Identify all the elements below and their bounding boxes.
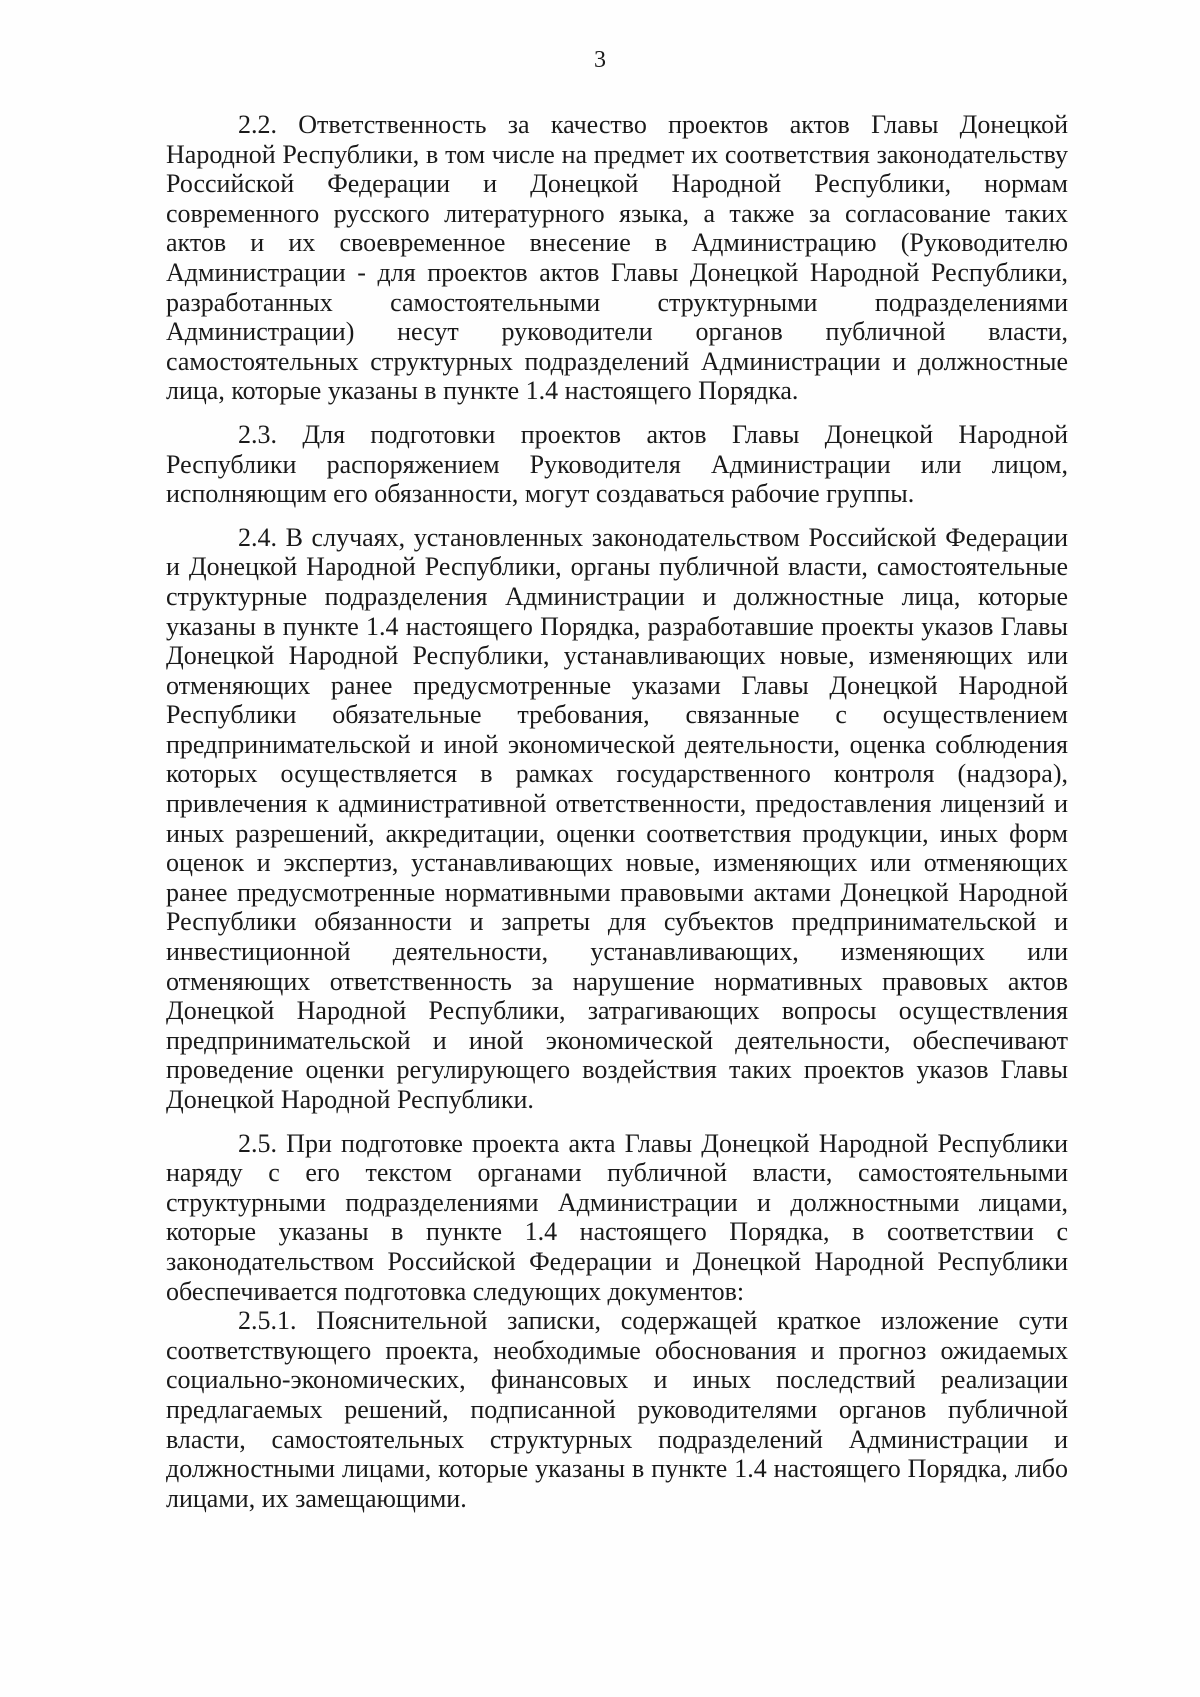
paragraph-2-4: 2.4. В случаях, установленных законодательством Российской Федерации и Донецкой Народной Республики, органы публичной власти, самостоятельные структурные подразделения Администрации и должностные лица, которые указаны в пункте 1.4 настоящего Порядка, разработавшие проекты указов Главы Донецкой Народной Республики, устанавливающих новые, изменяющих или отменяющих ранее предусмотренные указами Главы Донецкой Народной Республики обязательные требования, связанные с осуществлением предпринимательской и иной экономической деятельности, оценка соблюдения которых осуществляется в рамках государственного контроля (надзора), привлечения к административной ответственности, предоставления лицензий и иных разрешений, аккредитации, оценки соответствия продукции, иных форм оценок и экспертиз, устанавливающих новые, изменяющих или отменяющих ранее предусмотренные нормативными правовыми актами Донецкой Народной Республики обязанности и запреты для субъектов предпринимательской и инвестиционной деятельности, устанавливающих, изменяющих или отменяющих ответственность за нарушение нормативных правовых актов Донецкой Народной Республики, затрагивающих вопросы осуществления предпринимательской и иной экономической деятельности, обеспечивают проведение оценки регулирующего воздействия таких проектов указов Главы Донецкой Народной Республики. xyxy=(166,522,1068,1114)
paragraph-2-2: 2.2. Ответственность за качество проектов актов Главы Донецкой Народной Республики, в том числе на предмет их соответствия законодательству Российской Федерации и Донецкой Народной Республики, нормам современного русского литературного языка, а также за согласование таких актов и их своевременное внесение в Администрацию (Руководителю Администрации - для проектов актов Главы Донецкой Народной Республики, разработанных самостоятельными структурными подразделениями Администрации) несут руководители органов публичной власти, самостоятельных структурных подразделений Администрации и должностные лица, которые указаны в пункте 1.4 настоящего Порядка. xyxy=(166,110,1068,406)
page-number: 3 xyxy=(594,47,606,73)
paragraph-2-5-1: 2.5.1. Пояснительной записки, содержащей краткое изложение сути соответствующего проекта, необходимые обоснования и прогноз ожидаемых социально-экономических, финансовых и иных последствий реализации предлагаемых решений, подписанной руководителями органов публичной власти, самостоятельных структурных подразделений Администрации и должностными лицами, которые указаны в пункте 1.4 настоящего Порядка, либо лицами, их замещающими. xyxy=(166,1306,1068,1513)
paragraph-2-5: 2.5. При подготовке проекта акта Главы Донецкой Народной Республики наряду с его текстом органами публичной власти, самостоятельными структурными подразделениями Администрации и должностными лицами, которые указаны в пункте 1.4 настоящего Порядка, в соответствии с законодательством Российской Федерации и Донецкой Народной Республики обеспечивается подготовка следующих документов: xyxy=(166,1128,1068,1306)
paragraph-2-3: 2.3. Для подготовки проектов актов Главы Донецкой Народной Республики распоряжением Руководителя Администрации или лицом, исполняющим его обязанности, могут создаваться рабочие группы. xyxy=(166,419,1068,509)
document-body xyxy=(166,110,1068,1527)
